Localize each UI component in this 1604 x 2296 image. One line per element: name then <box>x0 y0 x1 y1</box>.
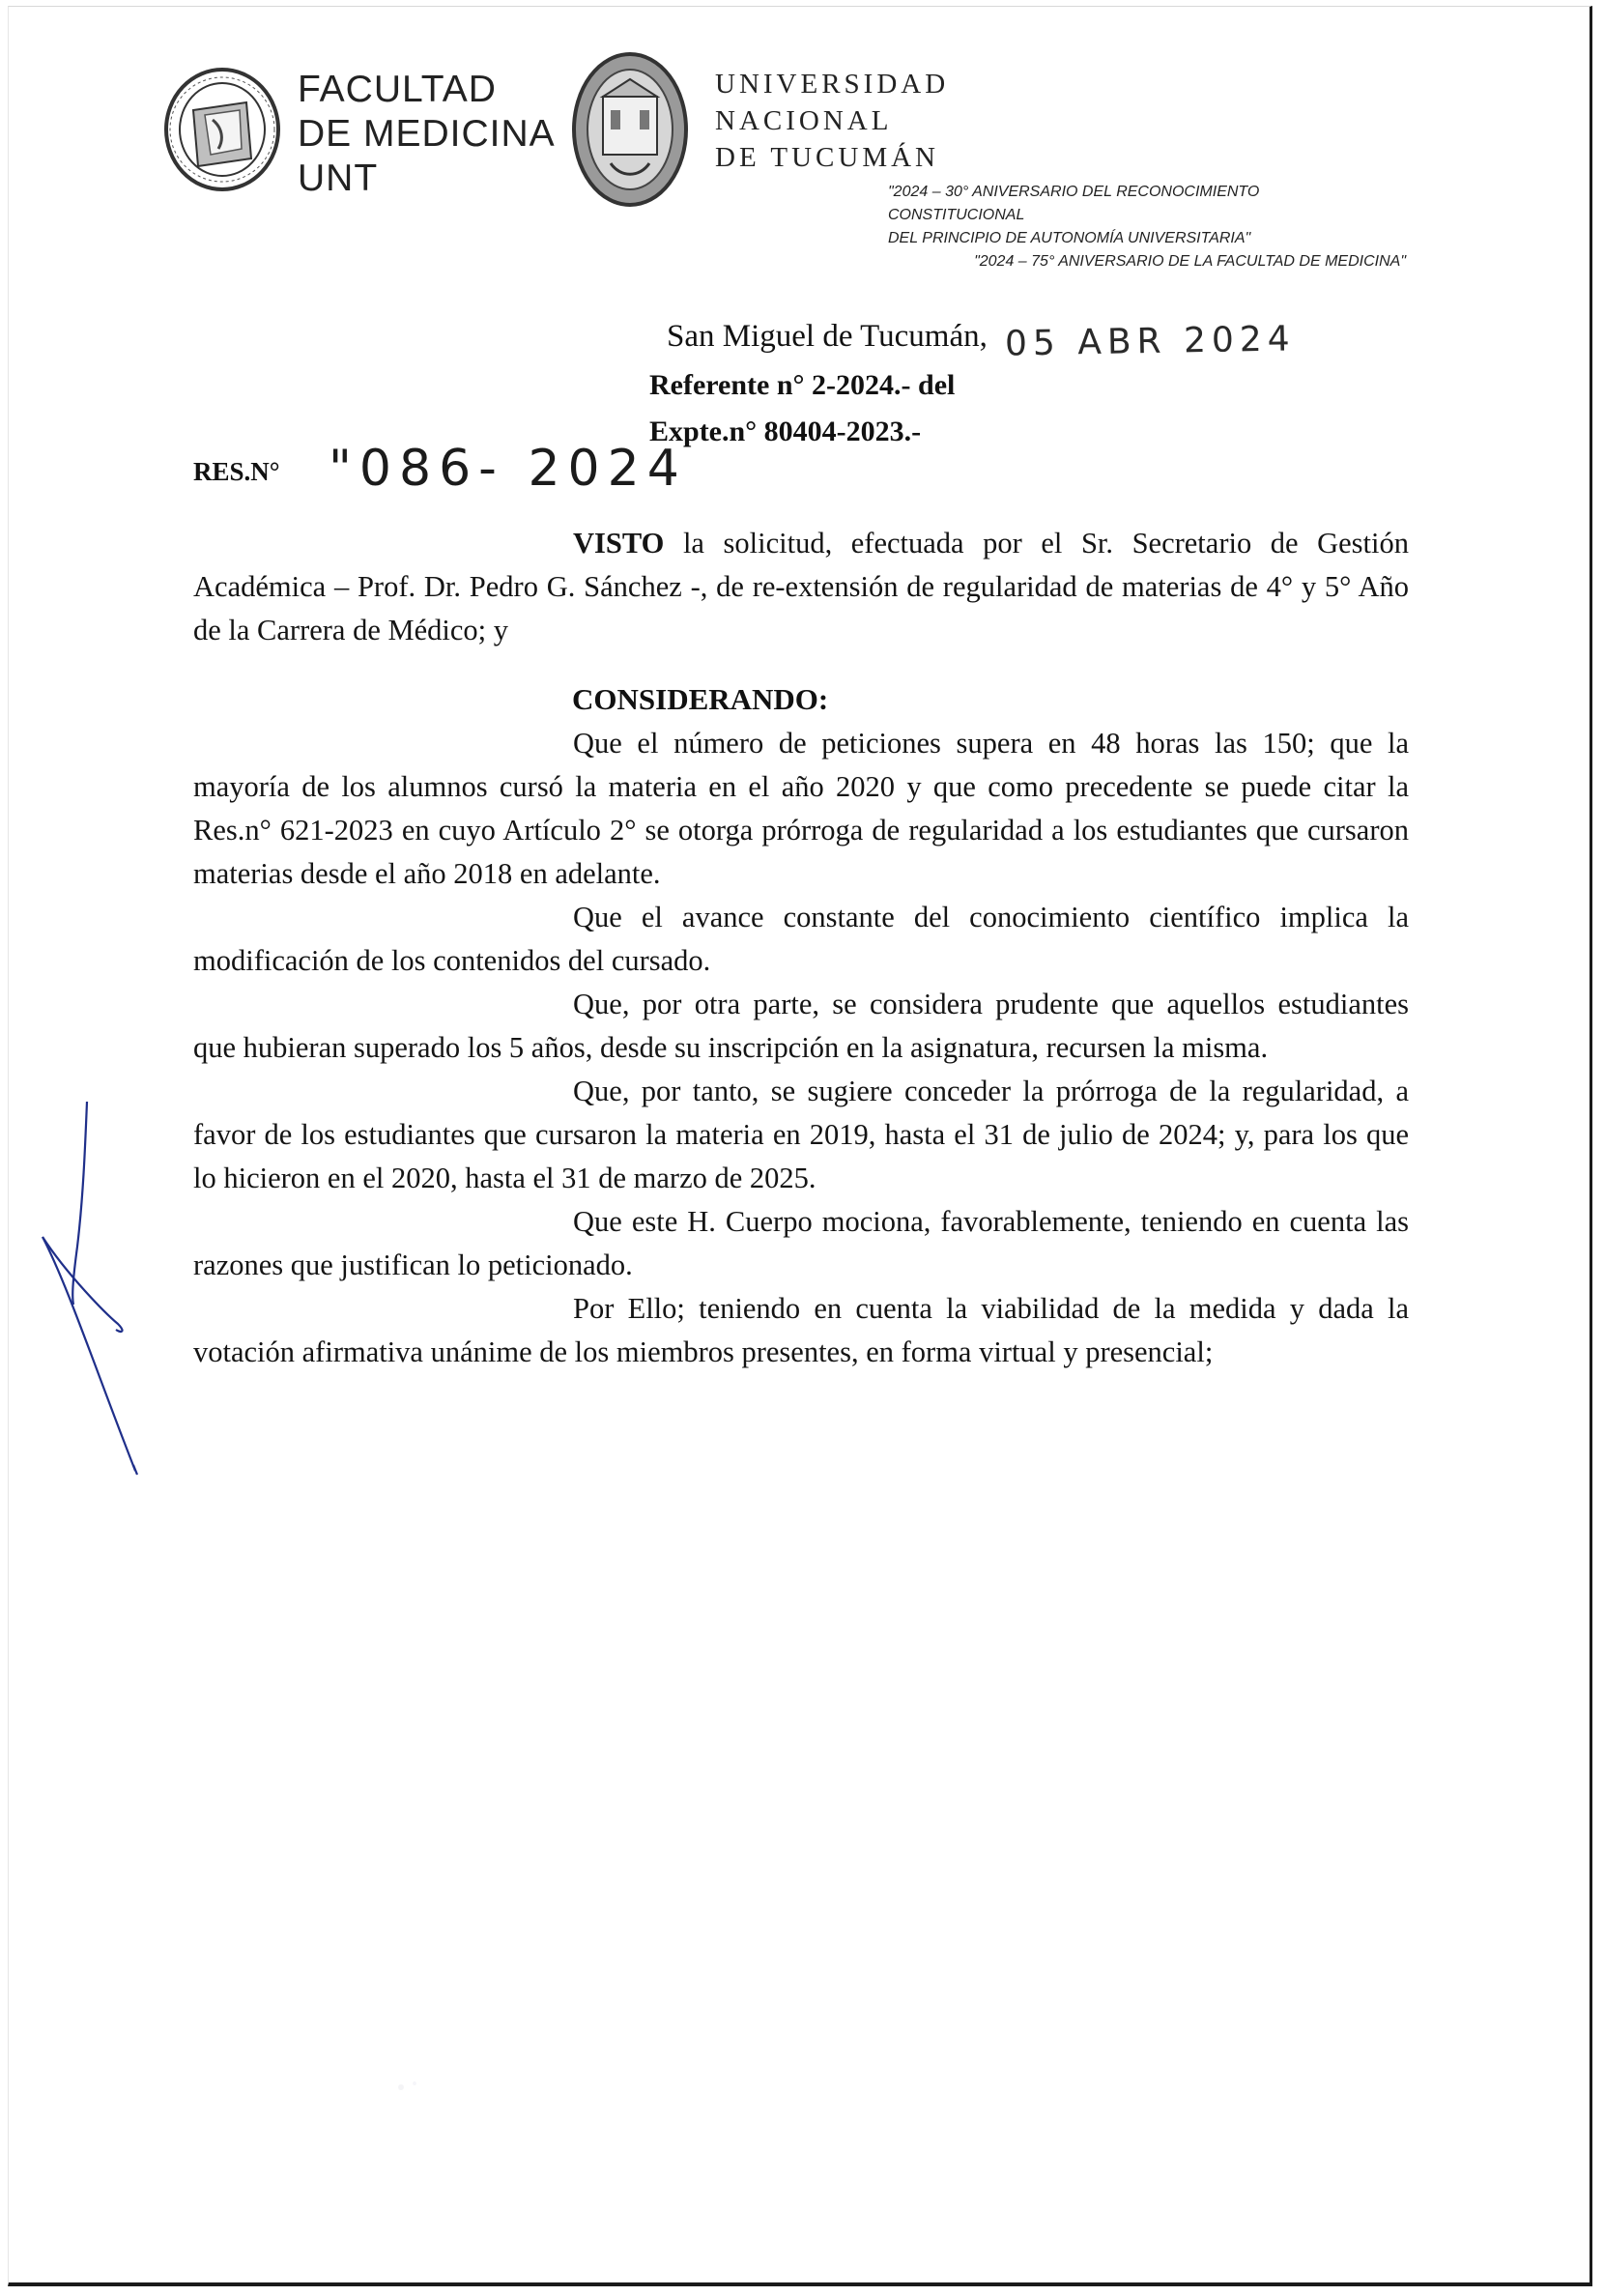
considerando-paragraph <box>193 1070 1409 1200</box>
motto-line-3: DEL PRINCIPIO DE AUTONOMÍA UNIVERSITARIA" <box>888 230 1251 246</box>
university-name <box>715 66 949 176</box>
paragraph-text: Que el número de peticiones supera en 48 horas las 150; que la mayoría de los alumnos cursó la materia en el año 2020 y que como precedente se puede citar la Res.n° 621-2023 en cuyo Artículo 2° se otorga prórroga de regularidad a los estudiantes que cursaron materias desde el año 2018 en adelante. <box>193 727 1409 890</box>
anniversary-mottos <box>884 181 1406 273</box>
motto-line-2: CONSTITUCIONAL <box>888 207 1025 223</box>
faculty-name <box>298 68 556 201</box>
considerando-paragraph <box>193 896 1409 983</box>
university-line-1: UNIVERSIDAD <box>715 69 950 100</box>
considerando-paragraph <box>193 983 1409 1070</box>
place: San Miguel de Tucumán, <box>667 319 988 354</box>
visto-text: la solicitud, efectuada por el Sr. Secretario de Gestión Académica – Prof. Dr. Pedro G. Sánchez -, de re-extensión de regularidad de materias de 4° y 5° Año de la Carrera de Médico; y <box>193 527 1409 646</box>
referente-line: Referente n° 2-2024.- del <box>649 369 956 401</box>
considerando-section <box>193 722 1409 1374</box>
handwritten-signature <box>29 1092 164 1478</box>
paragraph-text: Que, por otra parte, se considera prudente que aquellos estudiantes que hubieran superado los 5 años, desde su inscripción en la asignatura, recursen la misma. <box>193 988 1409 1064</box>
considerando-heading: CONSIDERANDO: <box>572 682 829 716</box>
university-seal-icon <box>562 43 698 226</box>
university-line-3: DE TUCUMÁN <box>715 142 939 173</box>
paragraph-text: Que, por tanto, se sugiere conceder la prórroga de la regularidad, a favor de los estudiantes que cursaron la materia en 2019, hasta el 31 de julio de 2024; y, para los que lo hicieron en el 2020, hasta el 31 de marzo de 2025. <box>193 1075 1409 1194</box>
faculty-line-2: DE MEDICINA <box>298 113 556 155</box>
resolution-number-stamp: "086- 2024 <box>329 440 687 498</box>
motto-line-1: "2024 – 30° ANIVERSARIO DEL RECONOCIMIENTO <box>888 184 1260 200</box>
faculty-line-1: FACULTAD <box>298 69 497 110</box>
considerando-paragraph <box>193 722 1409 896</box>
paragraph-text: Por Ello; teniendo en cuenta la viabilidad de la medida y dada la votación afirmativa unánime de los miembros presentes, en forma virtual y presencial; <box>193 1292 1409 1368</box>
considerando-paragraph <box>193 1287 1409 1374</box>
paragraph-text: Que el avance constante del conocimiento científico implica la modificación de los contenidos del cursado. <box>193 901 1409 977</box>
considerando-paragraph <box>193 1200 1409 1287</box>
expediente-line: Expte.n° 80404-2023.- <box>649 416 922 447</box>
faculty-line-3: UNT <box>298 158 379 199</box>
resolution-label: RES.N° <box>193 457 280 486</box>
faculty-seal-icon <box>155 43 300 207</box>
scan-artifact <box>382 2068 440 2107</box>
visto-paragraph <box>193 522 1409 652</box>
date-stamp: 05 ABR 2024 <box>1004 319 1296 364</box>
visto-section <box>193 522 1409 652</box>
visto-keyword: VISTO <box>573 527 665 560</box>
paragraph-text: Que este H. Cuerpo mociona, favorablemente, teniendo en cuenta las razones que justifican lo peticionado. <box>193 1205 1409 1281</box>
university-line-2: NACIONAL <box>715 105 893 136</box>
motto-line-4: "2024 – 75° ANIVERSARIO DE LA FACULTAD DE MEDICINA" <box>974 253 1406 270</box>
